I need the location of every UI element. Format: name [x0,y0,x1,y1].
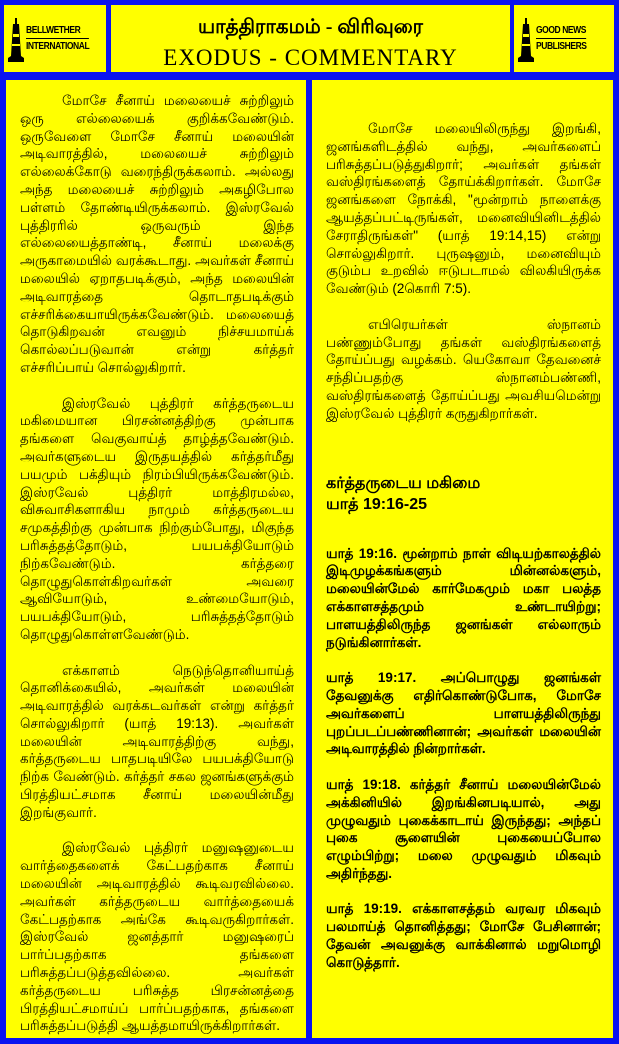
paragraph: மோசே சீனாய் மலையைச் சுற்றிலும் ஒரு எல்லையைக் குறிக்கவேண்டும். ஒருவேளை மோசே சீனாய் மலையின் அடிவாரத்தில், மலையைச் சுற்றிலும் எல்லைக்கோடு வரைந்திருக்கலாம். அல்லது அந்த மலையைச் சுற்றிலும் அகழிபோல பள்ளம் தோண்டியிருக்கலாம். இஸ்ரவேல் புத்திரரில் ஒருவரும் இந்த எல்லையைத்தாண்டி, சீனாய் மலைக்கு அருகாமையில் வரக்கூடாது. அவர்கள் சீனாய் மலையில் ஏறாதபடிக்கும், அந்த மலையின் அடிவாரத்தை தொடாதபடிக்கும் எச்சரிக்கையாயிருக்கவேண்டும். மலையைத் தொடுகிறவன் எவனும் நிச்சயமாய்க் கொல்லப்படுவான் என்று கர்த்தர் எச்சரிப்பாய் சொல்லுகிறார். [20,93,294,375]
paragraph: எபிரெயர்கள் ஸ்நானம் பண்ணும்போது தங்கள் வஸ்திரங்களைத் தோய்ப்பது வழக்கம். யெகோவா தேவனைச் சந்திப்பதற்கு ஸ்நானம்பண்ணி, வஸ்திரங்களைத் தோய்ப்பது அவசியமென்று இஸ்ரவேல் புத்திரர் கருதுகிறார்கள். [326,316,601,421]
verse: யாத் 19:18. கர்த்தர் சீனாய் மலையின்மேல் அக்கினியில் இறங்கினபடியால், அது முழுவதும் புகைக்காடாய் இருந்தது; அந்தப் புகை சூளையின் புகையைப்போல எழும்பிற்று; மலை முழுவதும் மிகவும் அதிர்ந்தது. [326,776,601,881]
title-banner [111,5,510,72]
lighthouse-icon [8,16,24,62]
right-column [312,80,613,1038]
logo-line2: INTERNATIONAL [26,41,90,52]
logo-line1: GOOD NEWS [536,23,587,39]
verse: யாத் 19:19. எக்காளசத்தம் வரவர மிகவும் பலமாய்த் தொனித்தது; மோசே பேசினான்; தேவன் அவனுக்கு வாக்கினால் மறுமொழி கொடுத்தார். [326,901,601,970]
section-heading [326,473,601,515]
paragraph: எக்காளம் நெடுந்தொனியாய்த் தொனிக்கையில், அவர்கள் மலையின் அடிவாரத்தில் வரக்கடவர்கள் என்று கர்த்தர் சொல்லுகிறார் (யாத் 19:13). அவர்கள் மலையின் அடிவாரத்திற்கு வந்து, கர்த்தருடைய பாதபடியிலே பயபக்தியோடு நிற்க வேண்டும். கர்த்தர் சகல ஜனங்களுக்கும் பிரத்தியட்சமாக சீனாய் மலையின்மீது இறங்குவார். [20,662,294,820]
logo-line1: BELLWETHER [26,23,89,39]
verse: யாத் 19:16. மூன்றாம் நாள் விடியற்காலத்தில் இடிமுழக்கங்களும் மின்னல்களும், மலையின்மேல் கார்மேகமும் மகா பலத்த எக்காளசத்தமும் உண்டாயிற்று; பாளயத்திலிருந்த ஜனங்கள் எல்லாரும் நடுங்கினார்கள். [326,545,601,650]
bellwether-logo [4,5,106,72]
heading-reference: யாத் 19:16-25 [326,495,427,513]
paragraph: மோசே மலையிலிருந்து இறங்கி, ஜனங்களிடத்தில் வந்து, அவர்களைப் பரிசுத்தப்படுத்துகிறார்; அவர்கள் தங்கள் வஸ்திரங்களைத் தோய்க்கிறார்கள். மோசே ஜனங்களை நோக்கி, "மூன்றாம் நாளைக்கு ஆயத்தப்பட்டிருங்கள், மனைவியினிடத்தில் சேராதிருங்கள்" (யாத் 19:14,15) என்று சொல்லுகிறார். புருஷனும், மனைவியும் குடும்ப உறவில் ஈடுபடாமல் விலகியிருக்க வேண்டும் (2கொரி 7:5). [326,121,601,297]
paragraph: இஸ்ரவேல் புத்திரர் மனுஷனுடைய வார்த்தைகளைக் கேட்பதற்காக சீனாய் மலையின் அடிவாரத்தில் கூடிவரவில்லை. அவர்கள் கர்த்தருடைய வார்த்தையைக் கேட்பதற்காக அங்கே கூடிவருகிறார்கள். இஸ்ரவேல் ஜனத்தார் மனுஷரைப் பார்ப்பதற்காக தங்களை பரிசுத்தப்படுத்தவில்லை. அவர்கள் கர்த்தருடைய பரிசுத்த பிரசன்னத்தை பிரத்தியட்சமாய்ப் பார்ப்பதற்காக, தங்களை பரிசுத்தப்படுத்தி ஆயத்தமாயிருக்கிறார்கள். [20,840,294,1034]
title-english: EXODUS - COMMENTARY [163,45,458,70]
paragraph: இஸ்ரவேல் புத்திரர் கர்த்தருடைய மகிமையான பிரசன்னத்திற்கு முன்பாக தங்களை வெகுவாய்த் தாழ்த்தவேண்டும். அவர்களுடைய இருதயத்தில் கர்த்தர்மீது பயமும் பக்தியும் நிரம்பியிருக்கவேண்டும். இஸ்ரவேல் புத்திரர் மாத்திரமல்ல, விசுவாசிகளாகிய நாமும் கர்த்தருடைய சமுகத்திற்கு முன்பாக நிற்கும்போது, மிகுந்த பரிசுத்தத்தோடும், பயபக்தியோடும் நிற்கவேண்டும். கர்த்தரை தொழுதுகொள்கிறவர்கள் அவரை ஆவியோடும், உண்மையோடும், பயபக்தியோடும், பரிசுத்தத்தோடும் தொழுதுகொள்ளவேண்டும். [20,395,294,642]
left-column [6,80,306,1038]
lighthouse-icon [518,16,534,62]
verse: யாத் 19:17. அப்பொழுது ஜனங்கள் தேவனுக்கு எதிர்கொண்டுபோக, மோசே அவர்களைப் பாளயத்திலிருந்து புறப்படப்பண்ணினான்; அவர்கள் மலையின் அடிவாரத்தில் நின்றார்கள். [326,670,601,757]
title-tamil: யாத்திராகமம் - விரிவுரை [198,16,423,38]
logo-line2: PUBLISHERS [536,41,587,52]
good-news-logo [514,5,614,72]
heading-title: கர்த்தருடைய மகிமை [326,474,481,492]
